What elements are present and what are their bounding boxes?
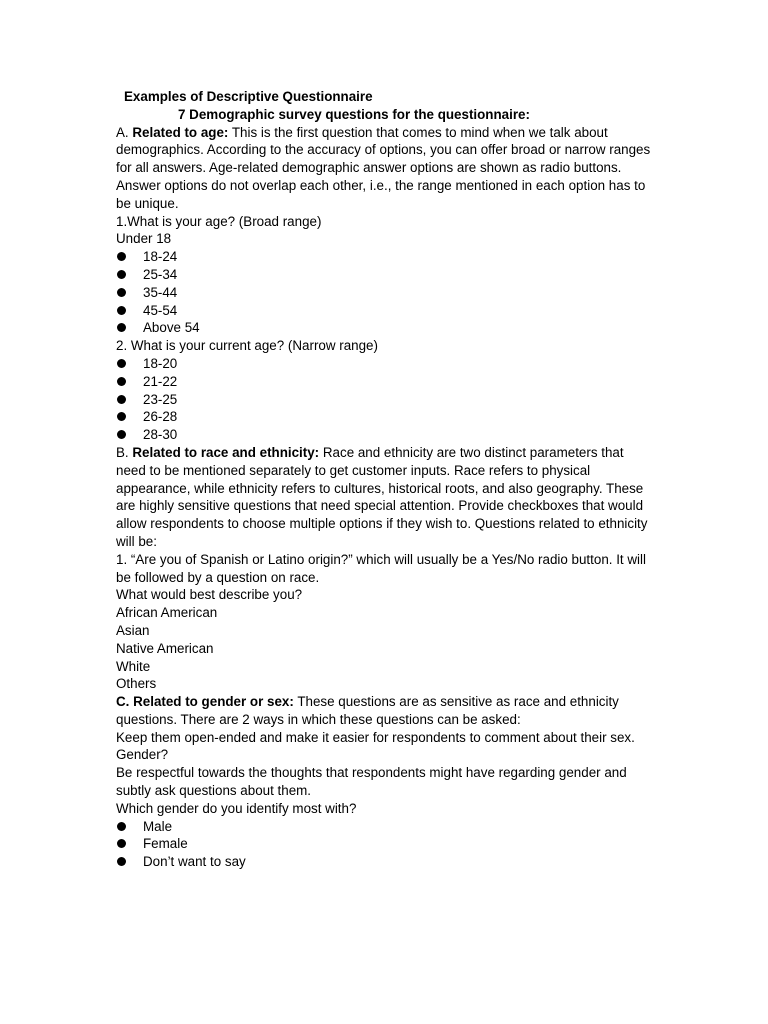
age-option-under-18: Under 18: [116, 231, 172, 247]
race-option: African American: [116, 605, 218, 621]
section-c-respectful: Be respectful towards the thoughts that respondents might have regarding gender and subtly ask questions about them.: [116, 765, 627, 799]
section-c-paragraph: [116, 693, 656, 729]
list-item: 23-25: [116, 391, 656, 409]
section-b-text: Race and ethnicity are two distinct parameters that need to be mentioned separately to get customer inputs. Race refers to physical appearance, while ethnicity refers to cultures, historical roots, and also geography. These are highly sensitive questions that need special attention. Provide checkboxes that would allow respondents to choose multiple options if they wish to. Questions related to ethnicity will be:: [116, 444, 648, 549]
age-narrow-options: [116, 355, 656, 444]
race-option: White: [116, 658, 151, 674]
list-item: 28-30: [116, 426, 656, 444]
section-b-paragraph: [116, 444, 656, 551]
list-item: 21-22: [116, 373, 656, 391]
gender-question: Which gender do you identify most with?: [116, 800, 357, 816]
section-a-paragraph: [116, 124, 656, 213]
document-content: [116, 88, 656, 871]
list-item: 18-20: [116, 355, 656, 373]
list-item: 35-44: [116, 284, 656, 302]
list-item: Don’t want to say: [116, 853, 656, 871]
race-question: What would best describe you?: [116, 587, 303, 603]
age-question-narrow: 2. What is your current age? (Narrow range): [116, 338, 378, 354]
section-c-open-ended: Keep them open-ended and make it easier for respondents to comment about their sex.: [116, 729, 635, 745]
section-c-gender-prompt: Gender?: [116, 747, 169, 763]
section-a-heading: Related to age:: [132, 124, 229, 140]
section-a-label: A.: [116, 124, 133, 140]
list-item: 45-54: [116, 302, 656, 320]
section-c-text: These questions are as sensitive as race and ethnicity questions. There are 2 ways in which these questions can be asked:: [116, 694, 619, 727]
age-question-broad: 1.What is your age? (Broad range): [116, 213, 322, 229]
document-subtitle: 7 Demographic survey questions for the questionnaire:: [178, 106, 530, 122]
list-item: 18-24: [116, 248, 656, 266]
section-b-heading: Related to race and ethnicity:: [132, 444, 320, 460]
list-item: 25-34: [116, 266, 656, 284]
age-broad-options: [116, 248, 656, 337]
section-a-text: This is the first question that comes to mind when we talk about demographics. According to the accuracy of options, you can offer broad or narrow ranges for all answers. Age-related demographic answer options are shown as radio buttons. Answer options do not overlap each other, i.e., the range mentioned in each option has to be unique.: [116, 124, 651, 211]
document-title: Examples of Descriptive Questionnaire: [124, 89, 373, 104]
gender-options: [116, 818, 656, 871]
ethnicity-question: 1. “Are you of Spanish or Latino origin?” which will usually be a Yes/No radio button. It will be followed by a question on race.: [116, 551, 646, 585]
list-item: 26-28: [116, 408, 656, 426]
race-option: Others: [116, 676, 157, 692]
list-item: Above 54: [116, 319, 656, 337]
list-item: Female: [116, 835, 656, 853]
section-b-label: B.: [116, 444, 133, 460]
list-item: Male: [116, 818, 656, 836]
race-option: Native American: [116, 640, 214, 656]
section-c-heading: C. Related to gender or sex:: [116, 694, 294, 710]
race-option: Asian: [116, 622, 150, 638]
